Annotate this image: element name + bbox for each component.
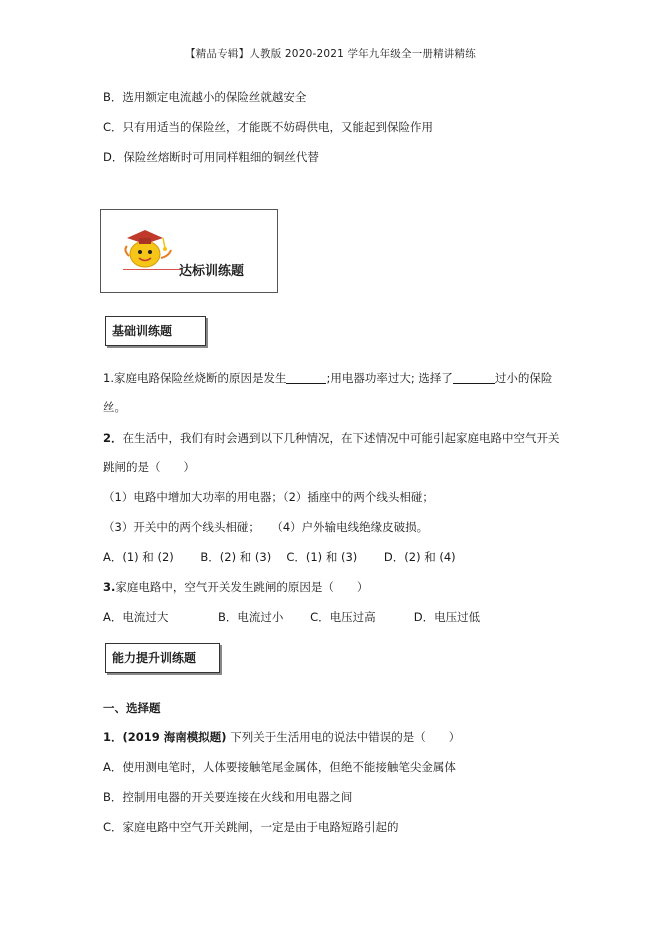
option-c: C．只有用适当的保险丝，才能既不妨碍供电，又能起到保险作用: [103, 120, 434, 134]
question-2-cond2: （3）开关中的两个线头相碰； （4）户外输电线绝缘皮破损。: [103, 520, 429, 534]
question-2-cont: 跳闸的是（ ）: [103, 460, 195, 474]
section-advanced: [105, 643, 220, 673]
question-3-options: A．电流过大 B．电流过小 C．电压过高 D．电压过低: [103, 610, 481, 624]
question-4-option-a: A．使用测电笔时，人体要接触笔尾金属体，但绝不能接触笔尖金属体: [103, 760, 456, 774]
section-basic: [105, 316, 206, 346]
section-advanced-label: 能力提升训练题: [112, 651, 197, 665]
option-d: D．保险丝熔断时可用同样粗细的铜丝代替: [103, 150, 319, 164]
question-2-options: A．(1) 和 (2) B．(2) 和 (3) C．(1) 和 (3) D．(2) 和 (4): [103, 550, 456, 564]
question-4: 1．(2019 海南模拟题) 下列关于生活用电的说法中错误的是（ ）: [103, 730, 461, 744]
training-banner: [100, 209, 278, 293]
question-4-option-b: B．控制用电器的开关要连接在火线和用电器之间: [103, 790, 353, 804]
option-b: B．选用额定电流越小的保险丝就越安全: [103, 90, 307, 104]
banner-title: 达标训练题: [179, 264, 245, 279]
graduation-mascot-icon: [119, 220, 177, 272]
question-1: 1.家庭电路保险丝烧断的原因是发生 ;用电器功率过大; 选择了 过小的保险: [103, 371, 553, 385]
question-1-cont: 丝。: [103, 400, 126, 414]
answer-blank-1[interactable]: [286, 371, 326, 384]
banner-underline: [123, 269, 181, 270]
question-2-cond1: （1）电路中增加大功率的用电器；（2）插座中的两个线头相碰；: [103, 490, 434, 504]
question-2: 2．在生活中，我们有时会遇到以下几种情况，在下述情况中可能引起家庭电路中空气开关: [103, 431, 560, 445]
question-3: 3.家庭电路中，空气开关发生跳闸的原因是（ ）: [103, 580, 369, 594]
part-heading: 一、选择题: [103, 701, 161, 715]
section-basic-label: 基础训练题: [112, 324, 173, 338]
page-header: 【精品专辑】人教版 2020-2021 学年九年级全一册精讲精练: [185, 48, 476, 60]
question-4-option-c: C．家庭电路中空气开关跳闸，一定是由于电路短路引起的: [103, 820, 399, 834]
answer-blank-2[interactable]: [453, 371, 495, 384]
